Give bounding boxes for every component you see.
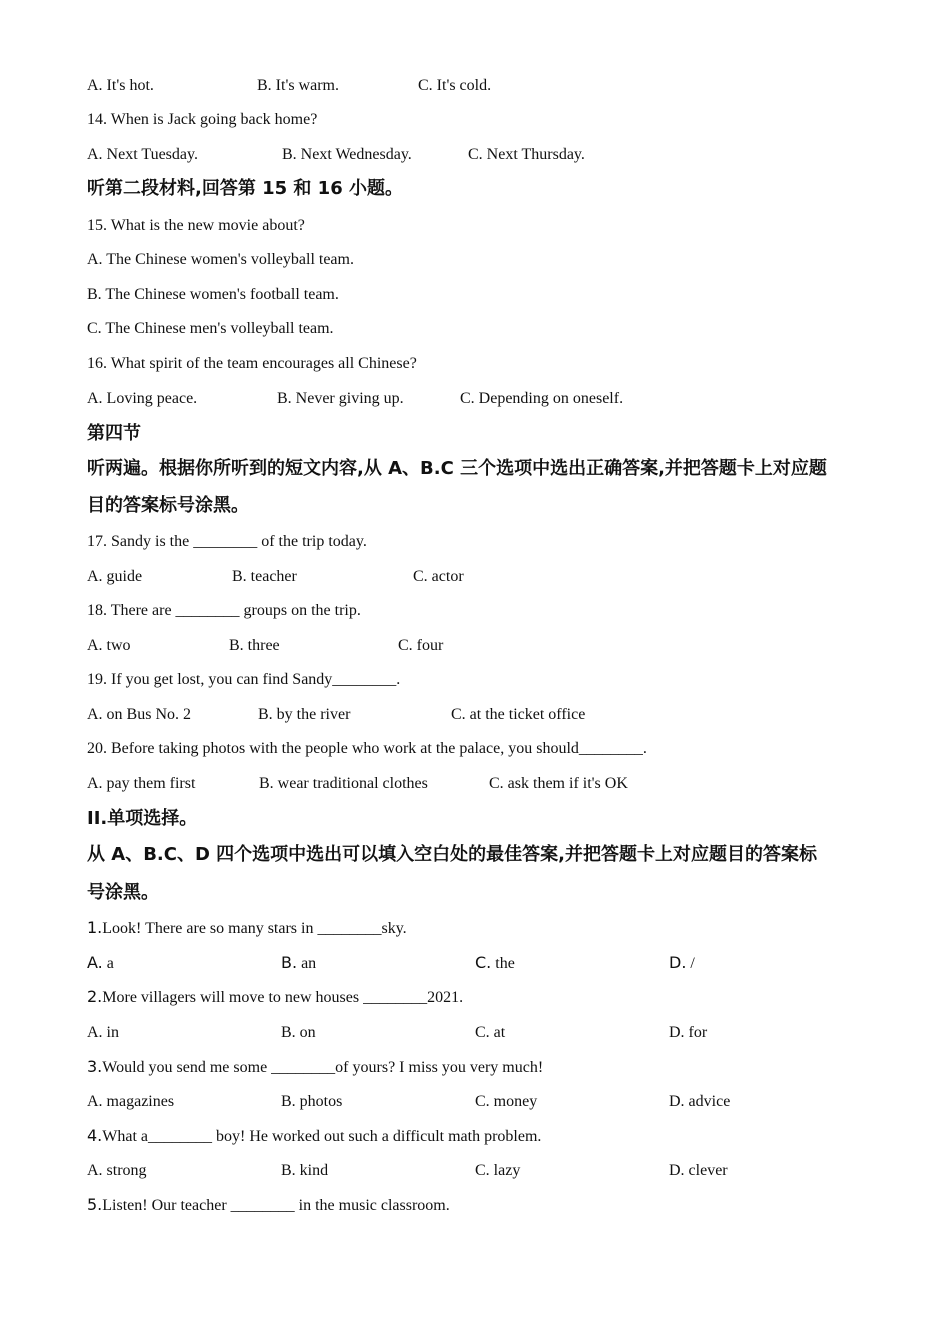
- q3-option-a: A. magazines: [87, 1093, 175, 1110]
- q14-option-b: B. Next Wednesday.: [282, 146, 412, 163]
- q19-option-b: B. by the river: [258, 706, 351, 723]
- q13-option-a: A. It's hot.: [87, 77, 154, 94]
- section-title-4: 第四节: [87, 423, 141, 444]
- question-text: Look! There are so many stars in ________sky.: [102, 920, 407, 937]
- q13-option-b: B. It's warm.: [257, 77, 339, 94]
- option-text: a: [102, 955, 114, 972]
- q20-option-c: C. ask them if it's OK: [489, 775, 628, 792]
- q4-option-d: D. clever: [669, 1162, 728, 1179]
- question-16: 16. What spirit of the team encourages all Chinese?: [87, 355, 417, 372]
- question-text: Listen! Our teacher ________ in the music classroom.: [102, 1197, 450, 1214]
- q16-option-c: C. Depending on oneself.: [460, 390, 624, 407]
- section-4-instruction-line1: 听两遍。根据你所听到的短文内容,从 A、B.C 三个选项中选出正确答案,并把答题卡上对应题: [87, 458, 827, 479]
- q19-option-c: C. at the ticket office: [451, 706, 586, 723]
- question-text: More villagers will move to new houses ________2021.: [102, 989, 464, 1006]
- part-2-instruction-line1: 从 A、B.C、D 四个选项中选出可以填入空白处的最佳答案,并把答题卡上对应题目的答案标: [87, 844, 818, 865]
- q14-option-a: A. Next Tuesday.: [87, 146, 198, 163]
- q20-option-a: A. pay them first: [87, 775, 196, 792]
- q17-option-b: B. teacher: [232, 568, 297, 585]
- part-2-title: II.单项选择。: [87, 808, 198, 829]
- question-18: 18. There are ________ groups on the trip.: [87, 602, 361, 619]
- question-17: 17. Sandy is the ________ of the trip today.: [87, 533, 367, 550]
- option-text: /: [686, 955, 695, 972]
- question-number: 4.: [87, 1126, 103, 1145]
- q1-option-b: [281, 953, 316, 974]
- q4-option-c: C. lazy: [475, 1162, 521, 1179]
- q16-option-a: A. Loving peace.: [87, 390, 198, 407]
- q2-option-c: C. at: [475, 1024, 506, 1041]
- mc-question-3: [87, 1057, 543, 1078]
- q14-option-c: C. Next Thursday.: [468, 146, 585, 163]
- section-heading-part2: 听第二段材料,回答第 15 和 16 小题。: [87, 178, 404, 199]
- question-15: 15. What is the new movie about?: [87, 217, 305, 234]
- question-20: 20. Before taking photos with the people who work at the palace, you should________.: [87, 740, 647, 757]
- question-text: Would you send me some ________of yours? I miss you very much!: [102, 1059, 544, 1076]
- q2-option-d: D. for: [669, 1024, 708, 1041]
- q1-option-c: [475, 953, 515, 974]
- mc-question-5: [87, 1195, 450, 1216]
- q2-option-b: B. on: [281, 1024, 316, 1041]
- q3-option-b: B. photos: [281, 1093, 343, 1110]
- question-14: 14. When is Jack going back home?: [87, 111, 318, 128]
- q20-option-b: B. wear traditional clothes: [259, 775, 428, 792]
- option-letter: A.: [87, 953, 103, 972]
- q16-option-b: B. Never giving up.: [277, 390, 404, 407]
- q17-option-a: A. guide: [87, 568, 143, 585]
- q18-option-b: B. three: [229, 637, 280, 654]
- q15-option-a: A. The Chinese women's volleyball team.: [87, 251, 354, 268]
- option-text: the: [491, 955, 515, 972]
- q13-option-c: C. It's cold.: [418, 77, 492, 94]
- q1-option-d: [669, 953, 695, 974]
- question-text: What a________ boy! He worked out such a difficult math problem.: [102, 1128, 542, 1145]
- q3-option-d: D. advice: [669, 1093, 731, 1110]
- q4-option-b: B. kind: [281, 1162, 329, 1179]
- question-number: 1.: [87, 918, 103, 937]
- mc-question-2: [87, 987, 463, 1008]
- part-2-instruction-line2: 号涂黑。: [87, 882, 159, 903]
- option-text: an: [297, 955, 317, 972]
- question-number: 2.: [87, 987, 103, 1006]
- question-19: 19. If you get lost, you can find Sandy________.: [87, 671, 401, 688]
- mc-question-1: [87, 918, 407, 939]
- q18-option-c: C. four: [398, 637, 444, 654]
- section-4-instruction-line2: 目的答案标号涂黑。: [87, 495, 249, 516]
- question-number: 5.: [87, 1195, 103, 1214]
- option-letter: D.: [669, 953, 687, 972]
- q2-option-a: A. in: [87, 1024, 119, 1041]
- question-number: 3.: [87, 1057, 103, 1076]
- q19-option-a: A. on Bus No. 2: [87, 706, 192, 723]
- q3-option-c: C. money: [475, 1093, 538, 1110]
- option-letter: B.: [281, 953, 298, 972]
- q17-option-c: C. actor: [413, 568, 464, 585]
- q18-option-a: A. two: [87, 637, 131, 654]
- mc-question-4: [87, 1126, 541, 1147]
- q15-option-c: C. The Chinese men's volleyball team.: [87, 320, 334, 337]
- q15-option-b: B. The Chinese women's football team.: [87, 286, 339, 303]
- q1-option-a: [87, 953, 114, 974]
- option-letter: C.: [475, 953, 492, 972]
- q4-option-a: A. strong: [87, 1162, 147, 1179]
